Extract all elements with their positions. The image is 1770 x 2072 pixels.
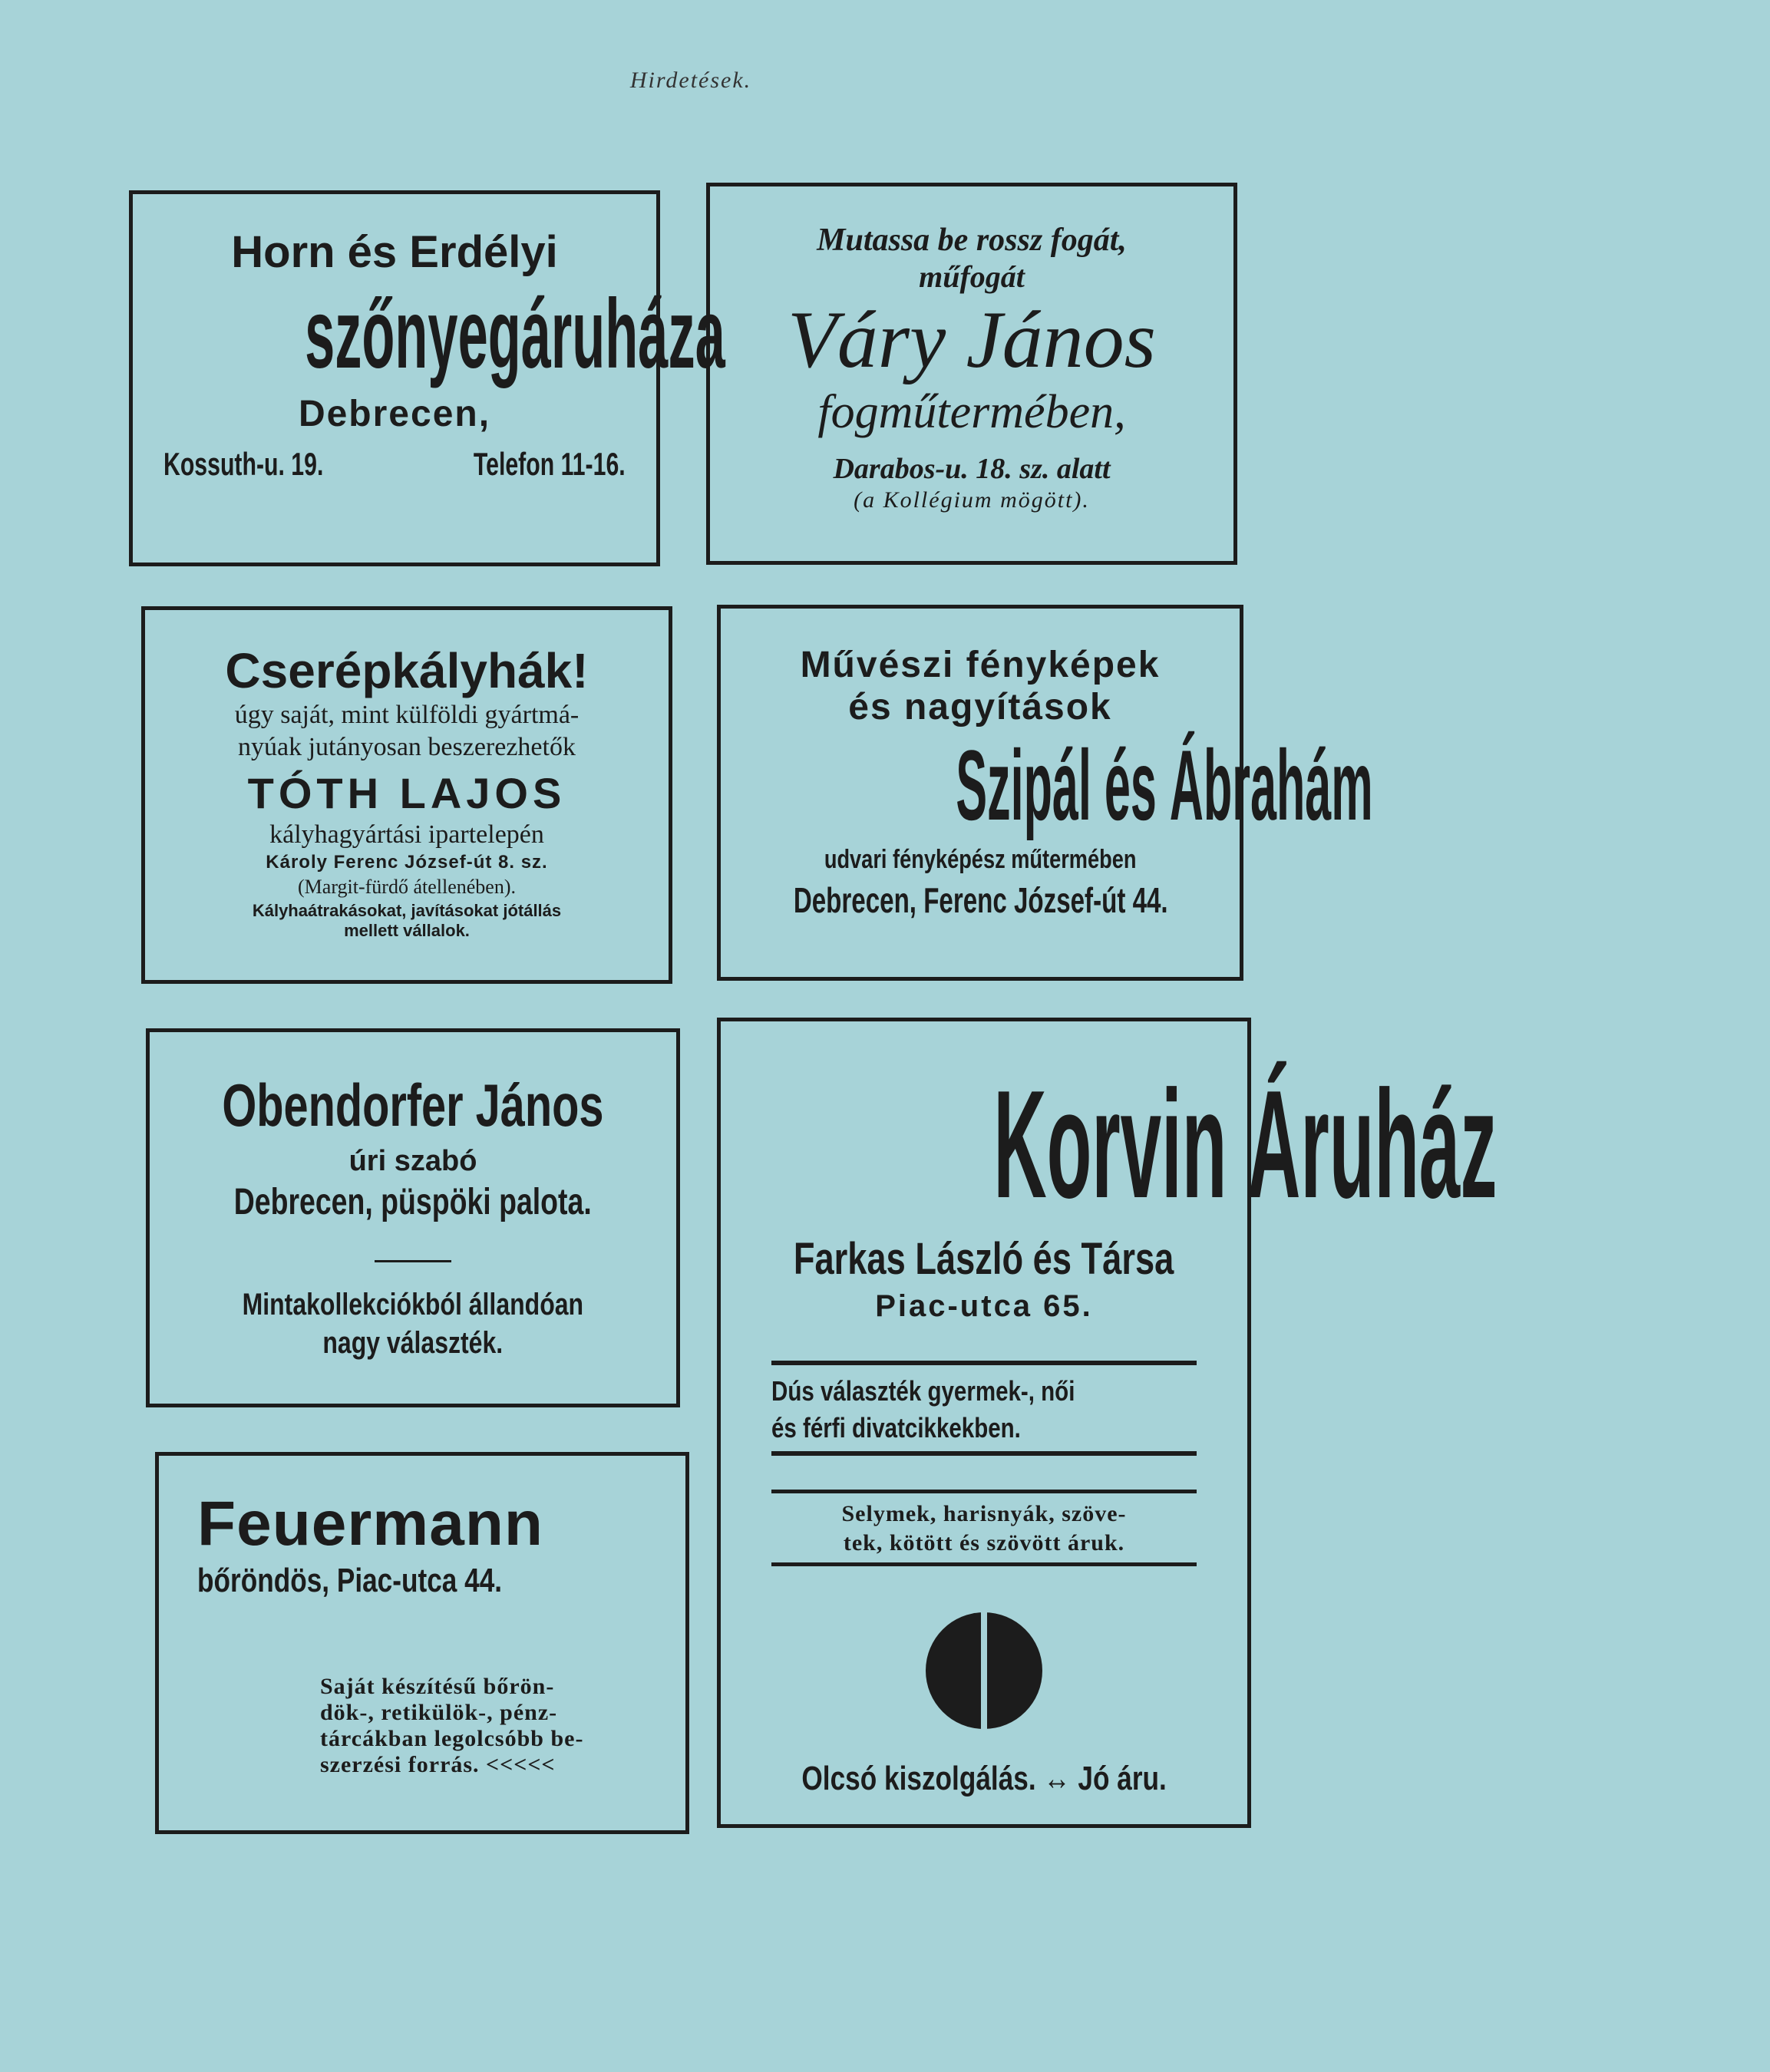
ad4-line1: Művészi fényképek [800,645,1161,685]
ad6-box-goods [771,1490,1197,1566]
ad6-box-selection [771,1361,1197,1456]
ad7-para3: tárcákban legolcsóbb be- [320,1726,584,1751]
ad4-line4: udvari fényképész műtermében [824,845,1137,874]
ad3-line7: (Margit-fürdő átellenében). [298,876,516,898]
ad6-address: Piac-utca 65. [875,1289,1093,1323]
ad7-paragraph [159,1674,685,1778]
ad4-address: Debrecen, Ferenc József-út 44. [793,880,1168,920]
ad3-line3: nyúak jutányosan beszerezhetők [238,733,576,761]
ad7-para4: szerzési forrás. <<<<< [320,1752,556,1777]
ad6-box1-line1: Dús választék gyermek-, női [771,1375,1075,1407]
ad2-note: (a Kollégium mögött). [854,487,1090,513]
page-header: Hirdetések. [629,68,752,93]
ad1-address: Kossuth-u. 19. [163,446,324,482]
ad4-title: Szipál és Ábrahám [956,729,1373,841]
ad3-name: TÓTH LAJOS [247,769,566,817]
ad2-address: Darabos-u. 18. sz. alatt [833,453,1111,485]
ad6-footer-left: Olcsó kiszolgálás. [801,1760,1036,1797]
ad6-footer-right: Jó áru. [1078,1760,1167,1797]
ad-horn-erdelyi [129,190,725,566]
korvin-logo-icon [923,1609,1045,1732]
ad6-footer-sep: ↔ [1043,1760,1071,1797]
ad-obendorfer [146,1028,680,1407]
ad7-para2: dök-, retikülök-, pénz- [320,1700,558,1725]
ad6-box2-line2: tek, kötött és szövött áruk. [843,1530,1125,1556]
ad7-line2: bőröndös, Piac-utca 44. [197,1562,503,1599]
ad3-line8: Kályhaátrakásokat, javításokat jótállás [252,901,562,920]
ad5-line5: nagy választék. [322,1326,504,1360]
ad2-name: Váry János [788,295,1156,384]
ad3-line2: úgy saját, mint külföldi gyártmá- [234,701,580,729]
ad1-company: Horn és Erdélyi [231,227,558,277]
ad2-line2: műfogát [919,259,1025,294]
ad1-phone: Telefon 11-16. [474,446,626,482]
ad1-title: szőnyegáruháza [305,279,725,389]
ad5-line2: úri szabó [348,1145,477,1177]
ad5-address: Debrecen, püspöki palota. [233,1182,593,1222]
ad7-para1: Saját készítésű bőrön- [320,1674,555,1699]
ad5-divider [375,1260,451,1262]
ad5-line4: Mintakollekciókból állandóan [242,1288,584,1321]
ad4-line2: és nagyítások [848,687,1112,728]
ad6-title: Korvin Áruház [993,1059,1498,1230]
ad1-city: Debrecen, [298,394,491,434]
ad-vary-janos [706,183,1237,565]
ad3-address: Károly Ferenc József-út 8. sz. [266,852,548,873]
ad3-title: Cserépkályhák! [225,643,589,698]
ad6-box1-line2: és férfi divatcikkekben. [771,1412,1021,1443]
ad7-title: Feuermann [197,1489,543,1559]
ad-szipal-abraham [717,605,1373,981]
ad3-line9: mellett vállalok. [344,921,470,940]
ad3-line5: kályhagyártási ipartelepén [269,820,544,849]
ad6-box2-line1: Selymek, harisnyák, szöve- [841,1501,1127,1526]
ad-korvin-aruhaz [717,1018,1498,1828]
ad2-line4: fogműtermében, [817,386,1126,438]
ad6-line2: Farkas László és Társa [794,1234,1174,1284]
ad-toth-lajos [141,606,672,984]
ad2-line1: Mutassa be rossz fogát, [817,223,1127,258]
ad-feuermann [155,1452,689,1834]
ad5-title: Obendorfer János [222,1071,604,1139]
